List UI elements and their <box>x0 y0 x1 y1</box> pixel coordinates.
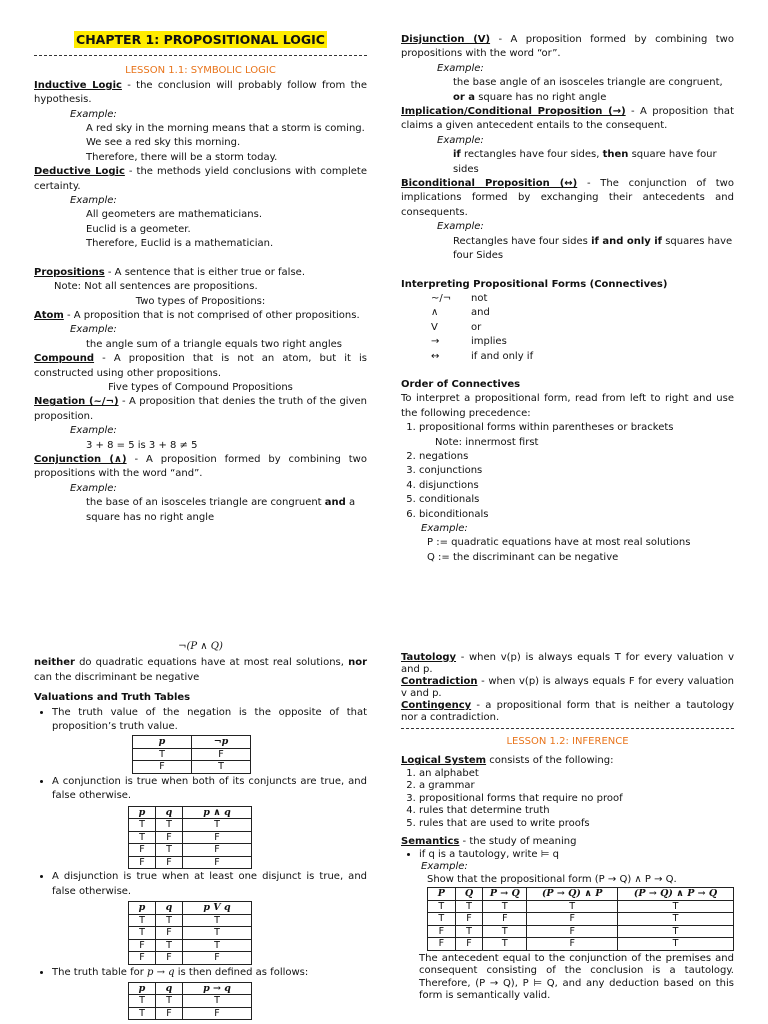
impl-ex-if: if <box>453 149 461 161</box>
conjunction-term: Conjunction (∧) <box>34 453 127 465</box>
inductive-example-1: A red sky in the morning means that a storm is coming. <box>86 123 365 135</box>
implication-text: - A proposition that claims a given antecedent entails to the consequent. <box>401 106 734 132</box>
truth-table-list <box>34 706 367 1021</box>
table-cell: T <box>527 900 618 913</box>
lesson-1-2-title: LESSON 1.2: INFERENCE <box>506 736 629 747</box>
table-header: q <box>156 902 183 915</box>
connective-symbol: → <box>431 336 440 348</box>
table-cell: T <box>129 831 156 844</box>
table-row <box>129 995 252 1008</box>
impl-bullet-text-a: The truth table for <box>52 966 148 978</box>
conj-ex-and: and <box>324 497 346 509</box>
propositions-note: Note: Not all sentences are propositions. <box>54 281 258 293</box>
example-label: Example: <box>70 482 117 494</box>
connective-meaning: or <box>471 321 482 333</box>
table-row <box>428 900 734 913</box>
biconditional-example <box>401 235 734 264</box>
table-header: q <box>156 982 183 995</box>
conjunction-def <box>34 453 367 482</box>
divider <box>34 55 367 56</box>
table-row <box>133 761 251 774</box>
table-cell: T <box>428 913 456 926</box>
connective-symbol: ↔ <box>431 350 440 362</box>
table-cell: F <box>527 925 618 938</box>
left-column-top <box>34 33 367 525</box>
right-column-bottom <box>401 652 734 1003</box>
tautology-def <box>401 652 734 676</box>
biconditional-term: Biconditional Proposition (↔) <box>401 178 578 190</box>
contradiction-text: - when v(p) is always equals F for every valuation v and p. <box>401 676 734 699</box>
implication-example <box>401 148 734 177</box>
inductive-logic-def <box>34 79 367 108</box>
table-cell: T <box>192 761 251 774</box>
disjunction-bullet-text: A disjunction is true when at least one disjunct is true, and false otherwise. <box>52 871 367 897</box>
table-cell: T <box>156 995 183 1008</box>
table-cell: T <box>129 1007 156 1020</box>
order-intro: To interpret a propositional form, read from left to right and use the following precedence: <box>401 393 734 419</box>
negation-def <box>34 395 367 424</box>
logical-system-term: Logical System <box>401 755 487 767</box>
implication-bullet <box>52 966 367 1021</box>
neither-text-a: do quadratic equations have at most real solutions, <box>74 657 349 669</box>
bicond-ex-b: squares have four Sides <box>453 235 733 262</box>
table-cell: T <box>618 938 734 951</box>
propositions-text: - A sentence that is either true or false. <box>104 266 305 278</box>
precedence-item: 5. conditionals <box>419 493 734 507</box>
impl-ex-b: square have four sides <box>453 149 717 175</box>
table-cell: F <box>192 748 251 761</box>
table-cell: T <box>183 927 252 940</box>
conclusion-text: The antecedent equal to the conjunction of the premises and consequent consisting of the conclusion is a tautology. Therefore, (P → Q), P ⊨ Q, and any deduction based on this form is semantically valid. <box>419 952 734 1002</box>
disjunction-truth-table <box>128 901 252 965</box>
implication-term: Implication/Conditional Proposition (→) <box>401 106 626 118</box>
neither-text-b: can the discriminant be negative <box>34 671 200 683</box>
impl-bullet-math: p → q <box>147 966 175 978</box>
table-cell: T <box>133 748 192 761</box>
conjunction-text: - A proposition formed by combining two propositions with the word “and”. <box>34 453 367 480</box>
table-row <box>129 1007 252 1020</box>
lesson-1-1-title: LESSON 1.1: SYMBOLIC LOGIC <box>125 65 276 77</box>
table-cell: F <box>183 831 252 844</box>
table-cell: T <box>483 900 527 913</box>
tautology-text: - when v(p) is always equals T for every valuation v and p. <box>401 652 734 675</box>
impl-bullet-text-b: is then defined as follows: <box>174 966 309 978</box>
contradiction-def <box>401 676 734 700</box>
example-label: Example: <box>421 523 468 534</box>
negation-example: 3 + 8 = 5 is 3 + 8 ≠ 5 <box>86 439 198 451</box>
table-header: p → q <box>183 982 252 995</box>
inductive-example-2: We see a red sky this morning. <box>86 137 241 149</box>
table-cell: F <box>156 952 183 965</box>
list-item: 2. a grammar <box>419 780 734 793</box>
example-label: Example: <box>70 108 117 120</box>
list-item: 1. an alphabet <box>419 768 734 781</box>
disj-ex-part-b: square has no right angle <box>475 91 607 103</box>
impl-ex-then: then <box>602 149 629 161</box>
table-row <box>129 927 252 940</box>
deductive-text: - the methods yield conclusions with complete certainty. <box>34 166 367 192</box>
atom-text: - A proposition that is not comprised of other propositions. <box>63 309 360 321</box>
table-cell: F <box>527 938 618 951</box>
table-header: Q <box>455 888 483 901</box>
implication-def <box>401 105 734 134</box>
example-label: Example: <box>70 324 117 336</box>
connective-meaning: and <box>471 307 490 319</box>
compound-text: - A proposition that is not an atom, but it is constructed using other propositions. <box>34 353 367 379</box>
order-heading: Order of Connectives <box>401 378 521 390</box>
inductive-text: - the conclusion will probably follow from the hypothesis. <box>34 79 367 106</box>
deductive-logic-def <box>34 165 367 194</box>
table-header: (P → Q) ∧ P → Q <box>618 888 734 901</box>
table-header: ¬p <box>192 736 251 749</box>
precedence-item: 4. disjunctions <box>419 479 734 493</box>
semantics-text: - the study of meaning <box>459 836 577 848</box>
precedence-note: Note: innermost first <box>435 436 539 448</box>
disjunction-text: - A proposition formed by combining two propositions with the word “or”. <box>401 34 734 60</box>
table-cell: F <box>183 844 252 857</box>
tautology-term: Tautology <box>401 652 457 663</box>
formula: ¬(P ∧ Q) <box>178 641 223 652</box>
table-cell: T <box>156 844 183 857</box>
table-cell: F <box>156 1007 183 1020</box>
connective-symbol: V <box>431 321 438 333</box>
precedence-item: 3. conjunctions <box>419 464 734 478</box>
negation-term: Negation (~/¬) <box>34 396 119 408</box>
table-cell: T <box>156 939 183 952</box>
bicond-ex-a: Rectangles have four sides <box>453 235 592 247</box>
example-label: Example: <box>437 134 484 146</box>
atom-def <box>34 309 367 323</box>
conj-ex-part-b: a square has no right angle <box>86 497 356 523</box>
biconditional-def <box>401 177 734 220</box>
left-column-bottom <box>34 640 367 1020</box>
conjunction-bullet-text: A conjunction is true when both of its conjuncts are true, and false otherwise. <box>52 775 367 802</box>
connective-row <box>401 306 734 320</box>
conj-ex-part-a: the base of an isosceles triangle are congruent <box>86 497 325 509</box>
deductive-term: Deductive Logic <box>34 166 125 178</box>
connective-row <box>401 292 734 306</box>
table-header: p V q <box>183 902 252 915</box>
precedence-item <box>419 421 734 450</box>
negation-bullet <box>52 706 367 774</box>
table-cell: F <box>428 925 456 938</box>
connective-symbol: ~/¬ <box>431 292 452 304</box>
disj-ex-or: or a <box>453 91 476 103</box>
table-cell: F <box>183 856 252 869</box>
list-item: 5. rules that are used to write proofs <box>419 818 734 831</box>
contingency-def <box>401 700 734 724</box>
disjunction-term: Disjunction (V) <box>401 34 491 45</box>
table-cell: T <box>183 819 252 832</box>
contradiction-term: Contradiction <box>401 676 478 687</box>
nor-word: nor <box>348 657 367 669</box>
table-cell: F <box>129 856 156 869</box>
connective-row <box>401 335 734 349</box>
atom-term: Atom <box>34 309 64 321</box>
inductive-term: Inductive Logic <box>34 79 122 91</box>
table-header: p ∧ q <box>183 806 252 819</box>
table-cell: F <box>129 939 156 952</box>
table-cell: F <box>183 1007 252 1020</box>
negation-text: - A proposition that denies the truth of the given proposition. <box>34 396 367 422</box>
table-row <box>129 939 252 952</box>
table-cell: T <box>129 927 156 940</box>
table-cell: T <box>183 995 252 1008</box>
table-row <box>428 913 734 926</box>
table-cell: T <box>455 900 483 913</box>
table-cell: T <box>618 925 734 938</box>
compound-def <box>34 352 367 381</box>
example-label: Example: <box>437 221 484 233</box>
inductive-example-3: Therefore, there will be a storm today. <box>86 151 278 163</box>
precedence-item: 2. negations <box>419 450 734 464</box>
propositions-def <box>34 266 367 280</box>
table-cell: T <box>183 939 252 952</box>
show-statement: Show that the propositional form (P → Q) ∧ P → Q. <box>427 873 677 885</box>
connective-meaning: if and only if <box>471 350 534 362</box>
valuations-heading: Valuations and Truth Tables <box>34 692 191 704</box>
deductive-example-1: All geometers are mathematicians. <box>86 209 262 221</box>
table-row <box>129 856 252 869</box>
table-cell: T <box>156 914 183 927</box>
table-cell: F <box>183 952 252 965</box>
table-cell: T <box>618 913 734 926</box>
contingency-term: Contingency <box>401 700 472 711</box>
table-row <box>129 914 252 927</box>
chapter-title-line <box>34 33 367 49</box>
propositions-term: Propositions <box>34 266 105 278</box>
contingency-text: - a propositional form that is neither a tautology nor a contradiction. <box>401 700 734 723</box>
table-cell: T <box>618 900 734 913</box>
table-header: P <box>428 888 456 901</box>
table-cell: T <box>156 819 183 832</box>
definition-p: P := quadratic equations have at most real solutions <box>427 537 691 549</box>
precedence-text: propositional forms within parentheses or brackets <box>419 422 674 434</box>
chapter-title: CHAPTER 1: PROPOSITIONAL LOGIC <box>76 32 325 47</box>
tautology-truth-table <box>427 887 734 951</box>
conjunction-truth-table <box>128 806 252 870</box>
negation-bullet-text: The truth value of the negation is the opposite of that proposition’s truth value. <box>52 706 367 733</box>
deductive-example-2: Euclid is a geometer. <box>86 223 191 235</box>
table-header: p <box>133 736 192 749</box>
deductive-example-3: Therefore, Euclid is a mathematician. <box>86 238 274 250</box>
table-header: (P → Q) ∧ P <box>527 888 618 901</box>
table-cell: T <box>129 819 156 832</box>
table-cell: F <box>129 844 156 857</box>
spacer <box>401 364 734 378</box>
table-cell: F <box>455 938 483 951</box>
list-item: 4. rules that determine truth <box>419 805 734 818</box>
table-row <box>428 925 734 938</box>
table-cell: T <box>483 938 527 951</box>
table-header: p <box>129 902 156 915</box>
table-cell: F <box>156 831 183 844</box>
impl-ex-a: rectangles have four sides, <box>460 149 603 161</box>
example-label: Example: <box>70 195 117 207</box>
biconditional-text: - The conjunction of two implications formed by exchanging their antecedents and consequents. <box>401 178 734 218</box>
logical-system-list <box>401 768 734 831</box>
connective-row <box>401 321 734 335</box>
implication-truth-table <box>128 982 252 1021</box>
disj-ex-part-a: the base angle of an isosceles triangle are congruent, <box>453 77 723 89</box>
table-cell: T <box>183 914 252 927</box>
table-header: p <box>129 806 156 819</box>
table-cell: F <box>156 927 183 940</box>
connective-meaning: implies <box>471 336 507 348</box>
table-row <box>428 938 734 951</box>
table-cell: F <box>527 913 618 926</box>
neither-nor-sentence <box>34 656 367 685</box>
table-cell: T <box>428 900 456 913</box>
compound-term: Compound <box>34 353 95 365</box>
two-types-heading: Two types of Propositions: <box>135 295 266 307</box>
disjunction-example <box>401 76 734 105</box>
table-cell: F <box>133 761 192 774</box>
table-row <box>129 831 252 844</box>
connective-row <box>401 350 734 364</box>
table-row <box>129 952 252 965</box>
semantics-term: Semantics <box>401 836 460 848</box>
example-label: Example: <box>421 861 468 873</box>
logical-system-def <box>401 755 734 768</box>
disjunction-def <box>401 33 734 62</box>
table-header: p <box>129 982 156 995</box>
table-cell: T <box>455 925 483 938</box>
precedence-list <box>401 421 734 522</box>
table-cell: F <box>483 913 527 926</box>
bicond-ex-iff: if and only if <box>591 235 663 247</box>
conjunction-example <box>34 496 367 525</box>
interpreting-heading: Interpreting Propositional Forms (Connectives) <box>401 278 668 290</box>
table-cell: T <box>129 995 156 1008</box>
spacer <box>34 252 367 266</box>
divider <box>401 728 734 729</box>
table-row <box>129 819 252 832</box>
semantics-def <box>401 836 734 849</box>
conjunction-bullet <box>52 775 367 869</box>
connective-meaning: not <box>471 292 488 304</box>
spacer <box>401 264 734 278</box>
table-header: q <box>156 806 183 819</box>
neither-word: neither <box>34 657 75 669</box>
table-row <box>129 844 252 857</box>
semantics-bullet: • if q is a tautology, write ⊨ q <box>419 849 734 862</box>
disjunction-bullet <box>52 870 367 964</box>
definition-q: Q := the discriminant can be negative <box>427 551 619 563</box>
table-cell: F <box>428 938 456 951</box>
logical-system-text: consists of the following: <box>486 755 614 767</box>
negation-truth-table <box>132 735 251 774</box>
table-row <box>133 748 251 761</box>
atom-example: the angle sum of a triangle equals two right angles <box>86 338 342 350</box>
list-item: 3. propositional forms that require no proof <box>419 793 734 806</box>
connective-symbol: ∧ <box>431 307 439 319</box>
table-cell: T <box>129 914 156 927</box>
five-types-heading: Five types of Compound Propositions <box>108 381 293 393</box>
table-header: P → Q <box>483 888 527 901</box>
precedence-item: 6. biconditionals <box>419 508 734 522</box>
right-column-top <box>401 33 734 565</box>
semantics-list <box>401 849 734 862</box>
example-label: Example: <box>437 62 484 74</box>
table-cell: F <box>455 913 483 926</box>
table-cell: F <box>129 952 156 965</box>
table-cell: F <box>156 856 183 869</box>
table-cell: T <box>483 925 527 938</box>
example-label: Example: <box>70 425 117 437</box>
